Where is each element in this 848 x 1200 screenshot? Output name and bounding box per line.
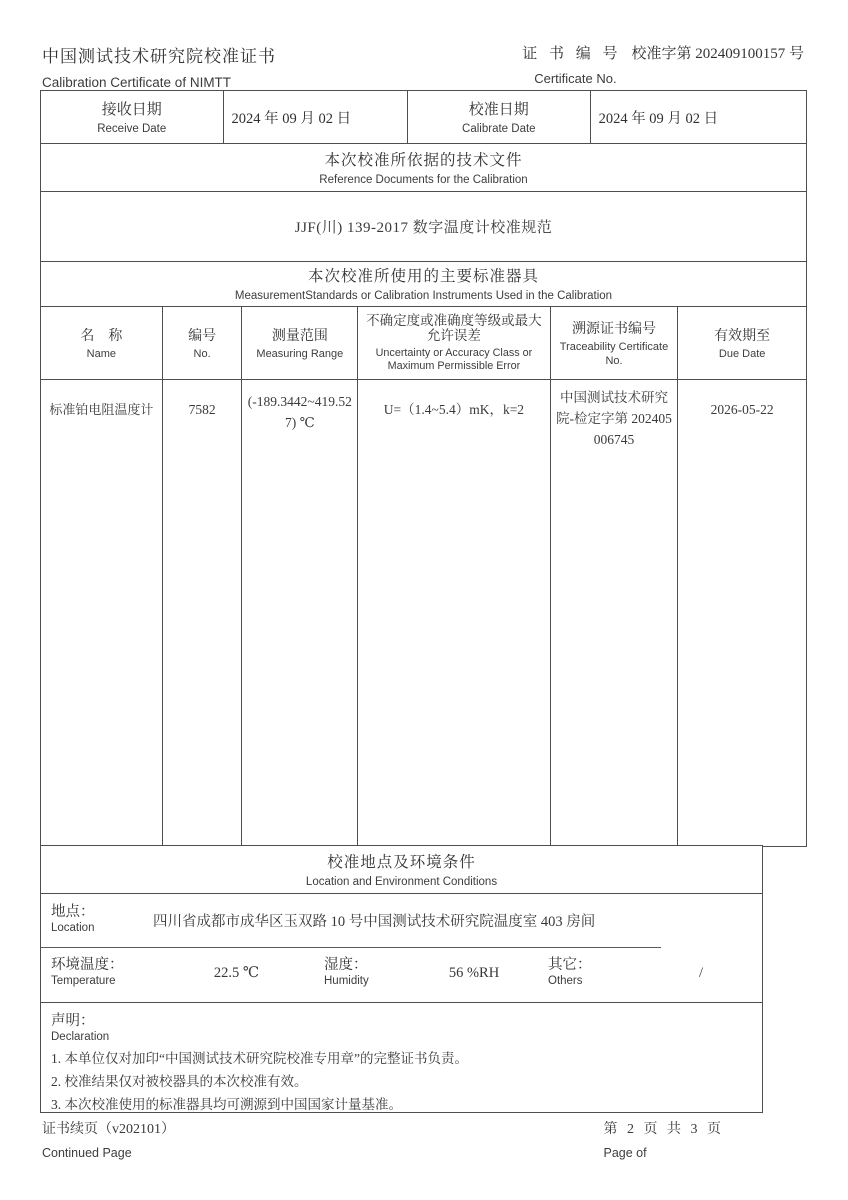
reference-document-row <box>41 191 806 261</box>
column-header-range-en: Measuring Range <box>256 347 344 360</box>
location-label-cn: 地点： <box>51 904 95 920</box>
reference-heading <box>41 143 806 191</box>
column-header-name-cn: 名 称 <box>80 328 123 344</box>
declaration-label-cn: 声明： <box>51 1013 95 1029</box>
reference-heading-en: Reference Documents for the Calibration <box>319 173 528 186</box>
humidity-label-en: Humidity <box>324 975 369 987</box>
others-label-cn: 其它： <box>548 957 592 973</box>
humidity-label <box>314 953 410 1002</box>
certificate-number-label-en: Certificate No. <box>534 71 617 86</box>
column-header-traceability-en: Traceability Certificate No. <box>559 340 669 367</box>
column-header-due <box>677 307 806 379</box>
continued-page-en: Continued Page <box>42 1146 132 1160</box>
standards-data-row <box>41 379 806 846</box>
institute-title-cn: 中国测试技术研究院校准证书 <box>42 47 276 66</box>
continued-page-cn: 证书续页（v202101） <box>42 1122 175 1137</box>
calibrate-date-value: 2024 年 09 月 02 日 <box>590 91 806 143</box>
temperature-value: 22.5 ℃ <box>213 965 260 981</box>
location-environment-table <box>40 845 763 1113</box>
receive-date-value: 2024 年 09 月 02 日 <box>223 91 408 143</box>
column-header-no <box>162 307 242 379</box>
footer-right <box>604 1118 725 1160</box>
standard-uncertainty: U=（1.4~5.4）mK，k=2 <box>357 380 549 846</box>
header-left <box>42 42 276 90</box>
document-header <box>42 42 808 90</box>
column-header-due-en: Due Date <box>718 347 766 360</box>
standards-heading-en: MeasurementStandards or Calibration Instruments Used in the Calibration <box>234 290 613 303</box>
column-header-traceability-cn: 溯源证书编号 <box>572 321 656 337</box>
certificate-number-value: 校准字第 202409100157 号 <box>631 46 804 62</box>
column-header-name-en: Name <box>86 347 117 360</box>
standard-no: 7582 <box>162 380 242 846</box>
standards-heading <box>41 261 806 306</box>
declaration-item: 3. 本次校准使用的标准器具均可溯源到中国国家计量基准。 <box>51 1097 402 1113</box>
others-value: / <box>698 965 704 981</box>
declaration-item: 2. 校准结果仅对被校器具的本次校准有效。 <box>51 1074 308 1090</box>
others-label <box>538 953 640 1002</box>
page-number-cn: 第 2 页 共 3 页 <box>603 1122 724 1137</box>
reference-document-text: JJF(川) 139-2017 数字温度计校准规范 <box>294 220 553 236</box>
receive-date-label-cn: 接收日期 <box>101 101 162 118</box>
location-row <box>41 893 762 947</box>
declaration-row <box>41 1002 762 1112</box>
column-header-range <box>241 307 357 379</box>
calibrate-date-label-cell <box>407 91 590 143</box>
column-header-uncertainty-cn: 不确定度或准确度等级或最大允许误差 <box>366 312 542 344</box>
page-number-en: Page of <box>603 1146 647 1160</box>
column-header-no-en: No. <box>193 347 211 360</box>
location-heading-cn: 校准地点及环境条件 <box>327 853 476 871</box>
temperature-label <box>41 953 159 1002</box>
temperature-label-cn: 环境温度： <box>51 957 124 973</box>
certificate-number-line <box>522 42 804 63</box>
others-label-en: Others <box>548 975 583 987</box>
standard-range: (-189.3442~419.527) ℃ <box>241 380 357 846</box>
environment-row <box>41 947 762 1002</box>
temperature-label-en: Temperature <box>51 975 116 987</box>
column-header-uncertainty-en: Uncertainty or Accuracy Class or Maximum Permissible Error <box>375 346 533 373</box>
calibrate-date-label-cn: 校准日期 <box>468 101 529 118</box>
standard-traceability: 中国测试技术研究院-检定字第 202405006745 <box>550 380 678 846</box>
column-header-due-cn: 有效期至 <box>714 328 771 344</box>
main-table <box>40 90 807 847</box>
location-heading <box>41 846 762 893</box>
humidity-label-cn: 湿度： <box>324 957 368 973</box>
column-header-uncertainty <box>357 307 549 379</box>
dates-row <box>41 91 806 143</box>
column-header-traceability <box>550 307 678 379</box>
column-header-name <box>41 307 162 379</box>
standard-name: 标准铂电阻温度计 <box>49 402 154 417</box>
location-heading-en: Location and Environment Conditions <box>305 875 498 888</box>
declaration-items <box>51 1047 752 1117</box>
certificate-number-label: 证 书 编 号 <box>522 46 622 62</box>
reference-heading-cn: 本次校准所依据的技术文件 <box>324 151 523 169</box>
document-footer <box>42 1118 808 1160</box>
calibrate-date-label-en: Calibrate Date <box>462 122 536 135</box>
humidity-value: 56 %RH <box>448 965 500 981</box>
location-label-en: Location <box>51 922 95 934</box>
receive-date-label-en: Receive Date <box>97 122 167 135</box>
receive-date-label-cell <box>41 91 223 143</box>
location-value: 四川省成都市成华区玉双路 10 号中国测试技术研究院温度室 403 房间 <box>153 914 596 930</box>
standards-column-header-row <box>41 306 806 379</box>
declaration-label <box>51 1009 752 1043</box>
column-header-no-cn: 编号 <box>188 328 217 344</box>
column-header-range-cn: 测量范围 <box>271 328 328 344</box>
footer-left <box>42 1118 175 1160</box>
institute-title-en: Calibration Certificate of NIMTT <box>42 75 232 90</box>
standard-due-date: 2026-05-22 <box>677 380 806 846</box>
declaration-label-en: Declaration <box>51 1031 110 1043</box>
header-right <box>522 42 808 86</box>
standards-heading-cn: 本次校准所使用的主要标准器具 <box>307 268 539 286</box>
declaration-item: 1. 本单位仅对加印“中国测试技术研究院校准专用章”的完整证书负责。 <box>51 1051 468 1066</box>
